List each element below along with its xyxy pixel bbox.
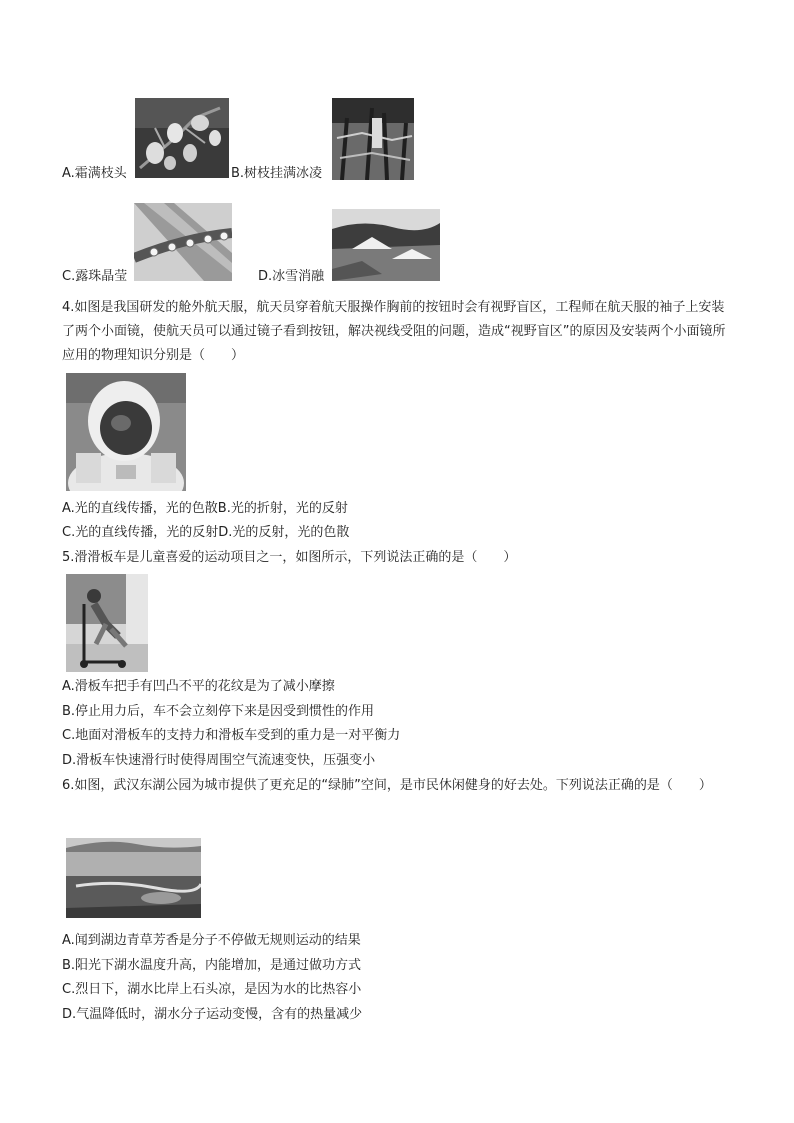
east-lake-park-photo	[66, 838, 201, 918]
frost-branch-photo	[135, 98, 229, 178]
q3-option-a: A.霜满枝头	[62, 166, 127, 181]
q6-option-d: D.气温降低时，湖水分子运动变慢，含有的热量减少	[62, 1007, 363, 1022]
q5-option-b: B.停止用力后，车不会立刻停下来是因受到惯性的作用	[62, 704, 375, 719]
q5-option-c: C.地面对滑板车的支持力和滑板车受到的重力是一对平衡力	[62, 728, 401, 743]
melting-snow-photo	[332, 209, 440, 281]
scooter-child-photo	[66, 574, 148, 672]
q3-option-b: B.树枝挂满冰凌	[231, 166, 323, 181]
q5-stem: 5.滑滑板车是儿童喜爱的运动项目之一，如图所示，下列说法正确的是（ ）	[62, 550, 517, 565]
q5-option-a: A.滑板车把手有凹凸不平的花纹是为了减小摩擦	[62, 679, 335, 694]
icicle-branch-photo	[332, 98, 414, 180]
dewdrop-leaf-photo	[134, 203, 232, 281]
spacesuit-photo	[66, 373, 186, 491]
q4-options-line-1: A.光的直线传播，光的色散B.光的折射，光的反射	[62, 501, 348, 516]
q4-stem: 4.如图是我国研发的舱外航天服，航天员穿着航天服操作胸前的按钮时会有视野盲区，工程师在航天服的袖子上安装了两个小面镜，使航天员可以通过镜子看到按钮，解决视线受阻的问题，造成“视野盲区”的原因及安装两个小面镜所应用的物理知识分别是（ ）	[62, 300, 726, 363]
q6-option-a: A.闻到湖边青草芳香是分子不停做无规则运动的结果	[62, 933, 361, 948]
q6-stem: 6.如图，武汉东湖公园为城市提供了更充足的“绿肺”空间，是市民休闲健身的好去处。下列说法正确的是（ ）	[62, 778, 712, 793]
q3-option-c: C.露珠晶莹	[62, 269, 128, 284]
q4-options-line-2: C.光的直线传播，光的反射D.光的反射，光的色散	[62, 525, 350, 540]
q6-option-c: C.烈日下，湖水比岸上石头凉，是因为水的比热容小	[62, 982, 362, 997]
q6-option-b: B.阳光下湖水温度升高，内能增加，是通过做功方式	[62, 958, 362, 973]
q5-option-d: D.滑板车快速滑行时使得周围空气流速变快，压强变小	[62, 753, 376, 768]
q3-option-d: D.冰雪消融	[258, 269, 325, 284]
